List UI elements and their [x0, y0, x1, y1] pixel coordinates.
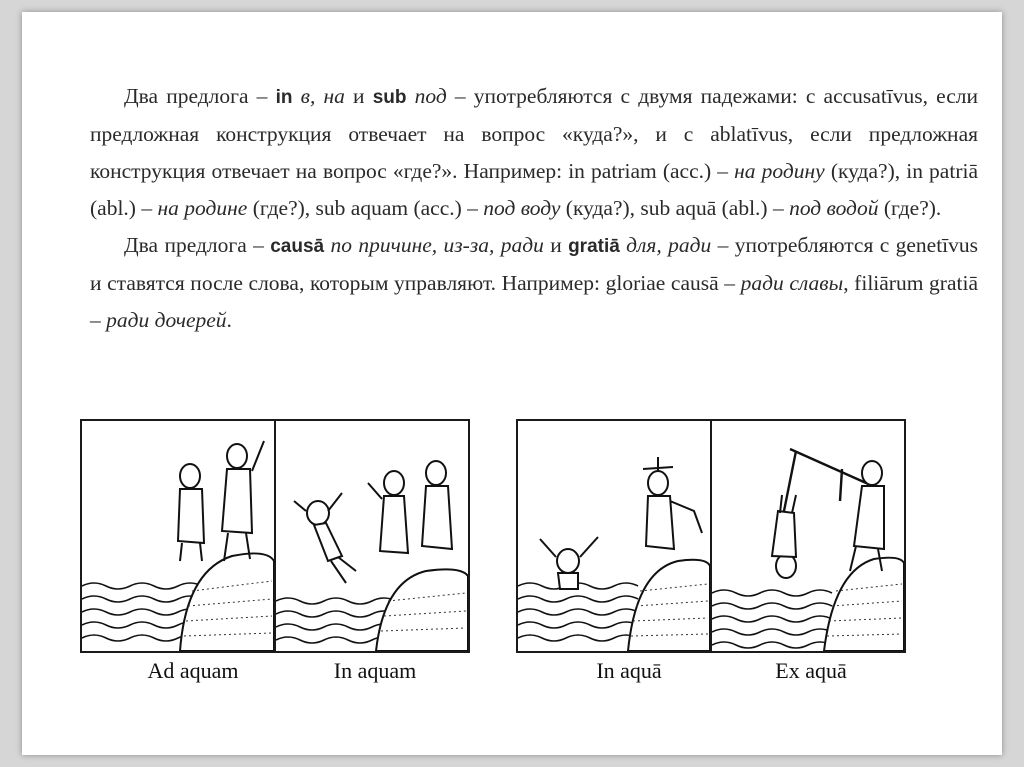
text-run: , filiārum gratiā –: [90, 271, 978, 332]
text-run: и: [344, 84, 373, 108]
text-run: .: [226, 308, 232, 332]
text-run: Два предлога –: [124, 233, 271, 257]
illustration-ex-aqua: [712, 421, 904, 651]
translation-example: ради славы: [740, 271, 844, 295]
translation-example: под воду: [483, 196, 561, 220]
translation-gratia: для, ради: [619, 233, 712, 257]
text-run: (куда?), sub aquā (abl.) –: [560, 196, 790, 220]
translation-in: в, на: [292, 84, 345, 108]
text-run: и: [543, 233, 569, 257]
text-run: (куда?), in patriā (abl.) –: [90, 159, 979, 220]
illustration-group-left: [80, 419, 470, 653]
text-run: (где?).: [878, 196, 942, 220]
swimming-figure-scene-icon: [518, 421, 710, 651]
illustration-in-aqua: [518, 421, 710, 651]
illustration-ad-aquam: [82, 421, 274, 651]
caption-ex-aqua: Ex aquā: [775, 658, 847, 683]
text-run: – употребляются с двумя падежами: с accusatīvus, если предложная конструкция отвечает на вопрос «куда?», и с ablatīvus, если предложная конструкция отвечает на вопрос «где?». Например: in patriam (acc.) –: [90, 84, 979, 183]
text-block: [90, 78, 978, 339]
caption-in-aqua: In aquā: [596, 658, 662, 683]
jumping-figure-scene-icon: [276, 421, 468, 651]
paragraph-prepositions-in-sub: [90, 78, 978, 227]
translation-example: на родине: [157, 196, 248, 220]
translation-example: на родину: [734, 159, 825, 183]
translation-causa: по причине, из-за, ради: [324, 233, 544, 257]
pulling-out-scene-icon: [712, 421, 904, 651]
latin-word-gratia: gratiā: [568, 236, 620, 257]
translation-example: ради дочерей: [106, 308, 227, 332]
paragraph-prepositions-causa-gratia: [90, 227, 978, 339]
illustration-in-aquam: [276, 421, 468, 651]
translation-sub: под: [406, 84, 447, 108]
latin-word-in: in: [275, 87, 293, 108]
slide-page: [22, 12, 1002, 755]
text-run: Два предлога –: [124, 84, 276, 108]
text-run: – употребляются с genetīvus и ставятся после слова, которым управляют. Например: gloriae causā –: [90, 233, 979, 295]
caption-in-aquam: In aquam: [333, 658, 417, 683]
latin-word-causa: causā: [270, 236, 325, 257]
text-run: (где?), sub aquam (acc.) –: [247, 196, 484, 220]
caption-ad-aquam: Ad aquam: [147, 658, 239, 683]
cliff-scene-icon: [82, 421, 274, 651]
illustration-group-right: [516, 419, 906, 653]
latin-word-sub: sub: [372, 87, 407, 108]
translation-example: под водой: [789, 196, 879, 220]
